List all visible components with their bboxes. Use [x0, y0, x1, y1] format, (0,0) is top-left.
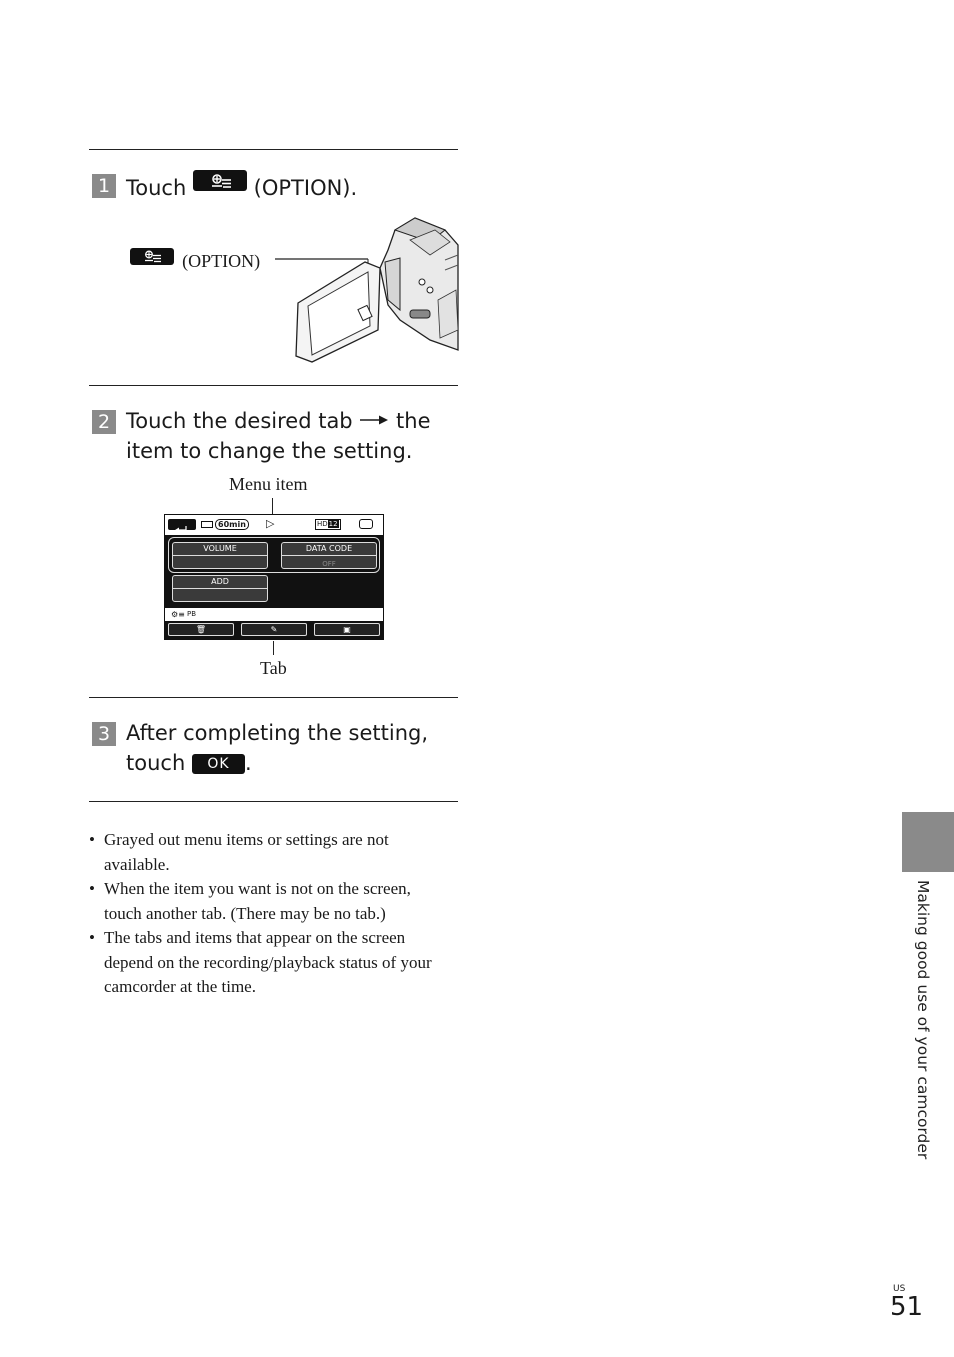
- tab-playback[interactable]: [314, 623, 380, 636]
- section-tab: [902, 812, 954, 872]
- menu-item-data-code[interactable]: [281, 542, 377, 569]
- divider: [89, 801, 458, 802]
- step-3-text-line2: touch: [126, 751, 186, 775]
- region-code: US: [893, 1284, 906, 1294]
- return-icon: [168, 523, 196, 534]
- tab-bar: [165, 608, 383, 639]
- battery-time: 60min: [215, 519, 249, 530]
- status-bar: [165, 515, 383, 535]
- tab-callout: Tab: [260, 658, 287, 678]
- playback-icon: ▷: [266, 517, 275, 530]
- divider: [89, 697, 458, 698]
- menu-area: [165, 535, 383, 608]
- volume-label: VOLUME: [203, 544, 237, 553]
- back-button[interactable]: [168, 519, 196, 530]
- option-button[interactable]: [193, 170, 247, 191]
- divider: [89, 385, 458, 386]
- edit-icon: ✎: [270, 625, 278, 634]
- memory-card-icon: [359, 519, 373, 529]
- step-2-text: Touch the desired tab: [126, 409, 353, 433]
- data-code-value: OFF: [322, 560, 336, 568]
- menu-item-callout: Menu item: [229, 474, 308, 494]
- quality-number: 12: [328, 520, 338, 528]
- option-callout-label: (OPTION): [182, 251, 261, 271]
- quality-label: HD: [317, 520, 328, 528]
- battery-icon: [201, 521, 213, 528]
- trash-icon: 🗑: [195, 625, 207, 634]
- step-2-text-post: the: [396, 409, 431, 433]
- quality-badge: [315, 519, 341, 530]
- section-title: Making good use of your camcorder: [914, 880, 932, 1160]
- play-icon: ▣: [343, 625, 351, 634]
- step-1-text-post: (OPTION).: [253, 176, 358, 200]
- mode-row: [165, 608, 383, 621]
- camcorder-illustration: [270, 210, 460, 370]
- tab-edit[interactable]: [241, 623, 307, 636]
- data-code-label: DATA CODE: [305, 544, 353, 553]
- step-3-text: After completing the setting,: [126, 721, 429, 745]
- menu-item-volume[interactable]: [172, 542, 268, 569]
- option-callout: [130, 248, 260, 272]
- step-3-period: .: [244, 751, 252, 775]
- step-2-heading: [126, 406, 431, 466]
- divider: [89, 149, 458, 150]
- menu-item-add[interactable]: [172, 575, 268, 602]
- step-1-heading: [126, 170, 357, 203]
- option-mini-icon: ⚙≡: [171, 610, 185, 619]
- note-item: • The tabs and items that appear on the screen depend on the recording/playback status of your camcorder at the time.: [89, 926, 449, 1000]
- page-number: 51: [890, 1292, 924, 1322]
- step-1-text: Touch: [126, 176, 187, 200]
- ok-button[interactable]: OK: [192, 754, 245, 774]
- step-2-number: 2: [92, 410, 116, 434]
- note-item: • When the item you want is not on the screen, touch another tab. (There may be no tab.): [89, 877, 449, 926]
- add-label: ADD: [211, 577, 229, 586]
- step-3-number: 3: [92, 722, 116, 746]
- step-2-text-line2: item to change the setting.: [126, 439, 413, 463]
- tab-delete[interactable]: [168, 623, 234, 636]
- option-icon-small: [130, 248, 174, 265]
- step-1-number: 1: [92, 174, 116, 198]
- lcd-screen: [164, 514, 384, 640]
- mode-label: PB: [187, 610, 197, 618]
- notes-list: [89, 828, 449, 1000]
- option-icon: [193, 171, 247, 192]
- note-item: • Grayed out menu items or settings are not available.: [89, 828, 449, 877]
- arrow-right-icon: [359, 414, 389, 426]
- callout-line: [273, 641, 274, 655]
- step-3-heading: [126, 718, 428, 778]
